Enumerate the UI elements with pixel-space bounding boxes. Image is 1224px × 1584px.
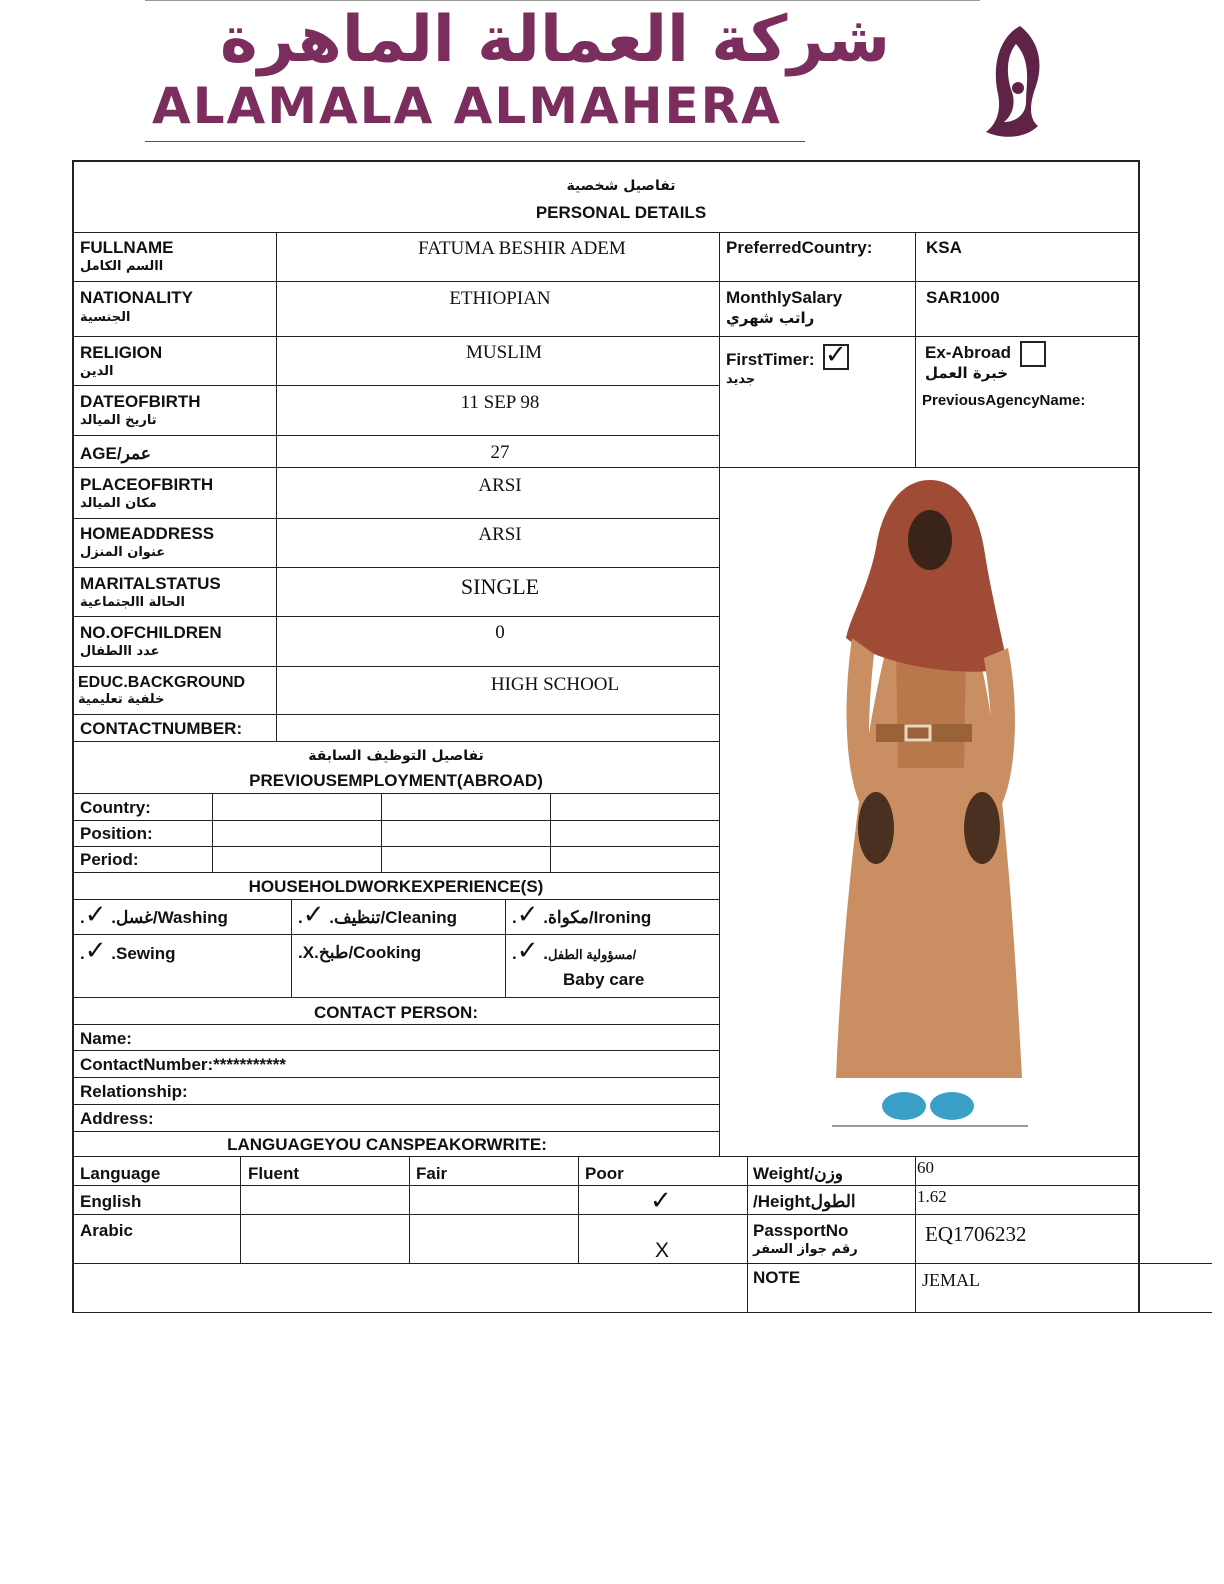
height-value: 1.62 [917,1187,947,1206]
first-timer-label: FirstTimer: [726,350,815,369]
rule [72,1050,720,1051]
contact-person-title: CONTACT PERSON: [313,1003,478,1022]
contact-relationship-label: Relationship: [80,1082,188,1101]
first-timer-label-ar: جديد [726,372,756,387]
check-icon: ✓ [516,900,539,930]
rule [276,232,277,741]
homeaddress-value: ARSI [478,524,522,545]
cleaning-label: تنظيف/Cleaning [333,908,458,927]
maritalstatus-value: SINGLE [460,574,540,599]
lang-header-fair: Fair [416,1164,448,1183]
rule [72,793,720,794]
religion-label: RELIGION [80,343,163,362]
note-value: JEMAL [922,1270,980,1290]
rule [72,616,720,617]
education-label: EDUC.BACKGROUND [78,674,246,691]
preferred-country-label: PreferredCountry: [726,238,873,257]
prev-country-label: Country: [80,798,151,817]
placeofbirth-value: ARSI [478,475,522,496]
rule [72,385,720,386]
lang-header-poor: Poor [585,1164,624,1183]
rule [72,1156,1140,1157]
company-name-arabic: شركة العمالة الماهرة [219,3,891,77]
check-icon: ✓ [84,936,107,966]
homeaddress-label-ar: عنوان المنزل [80,545,166,560]
religion-label-ar: الدين [80,364,114,379]
rule [747,1156,748,1312]
rule [409,1156,410,1263]
rule [381,793,382,872]
weight-label: Weight/وزن [753,1164,843,1183]
note-label: NOTE [753,1268,801,1287]
rule [72,872,720,873]
rule [72,435,720,436]
ex-abroad-label-ar: خبرة العمل [925,364,1009,382]
ex-abroad-label: Ex-Abroad [925,343,1011,362]
dob-label-ar: تاريخ الميالد [80,413,157,428]
rule [915,1156,916,1312]
rule [72,846,720,847]
monthly-salary-value: SAR1000 [926,288,1000,307]
fullname-label: FULLNAME [80,238,174,257]
contact-number-label: ContactNumber:*********** [80,1055,286,1074]
weight-value: 60 [917,1158,934,1177]
rule [72,1185,1140,1186]
age-label: AGE/عمر [80,444,151,463]
rule [72,567,720,568]
placeofbirth-label-ar: مكان الميالد [80,496,157,511]
check-icon: ✓ [650,1186,672,1216]
rule [72,997,720,998]
rule [505,899,506,997]
personal-details-title: PERSONAL DETAILS [535,203,707,222]
fullname-value: FATUMA BESHIR ADEM [418,238,626,259]
logo-rule [145,141,805,142]
fullname-label-ar: االسم الكامل [80,259,164,274]
prev-position-label: Position: [80,824,153,843]
rule [72,467,1140,468]
age-value: 27 [490,442,510,463]
rule [212,793,213,872]
children-label: NO.OFCHILDREN [80,623,222,642]
sewing-label: Sewing [115,944,176,963]
prev-period-label: Period: [80,850,139,869]
rule [72,336,1140,337]
first-timer-checkbox[interactable] [823,340,849,370]
rule [240,1156,241,1263]
rule [72,1263,1212,1264]
prev-employment-title-ar: تفاصيل التوظيف السابقة [308,748,484,764]
children-value: 0 [495,622,505,643]
applicant-photo [832,478,1028,1128]
rule [72,934,720,935]
rule [72,1312,1212,1313]
passport-label-ar: رقم جواز السفر [753,1242,858,1257]
household-title: HOUSEHOLDWORKEXPERIENCE(S) [248,877,544,896]
check-icon: ✓ [516,936,539,966]
rule [72,899,720,900]
company-name-latin: ALAMALA ALMAHERA [152,77,782,135]
cooking-item: .X.طبخ/Cooking [298,943,422,962]
rule [72,232,1140,233]
babycare-label: Baby care [563,970,645,989]
height-label: /Heightالطول [753,1192,856,1211]
previous-agency-label: PreviousAgencyName: [922,392,1086,409]
rule [72,741,720,742]
personal-title-ar: تفاصيل شخصية [566,178,676,194]
rule [72,1024,720,1025]
education-value: HIGH SCHOOL [490,674,620,695]
prev-employment-title: PREVIOUSEMPLOYMENT(ABROAD) [249,771,543,790]
babycare-label-ar: مسؤولية الطفل/ [547,947,637,962]
homeaddress-label: HOMEADDRESS [80,524,215,543]
maritalstatus-label-ar: الحالة االجتماعية [80,595,186,610]
maritalstatus-label: MARITALSTATUS [80,574,221,593]
x-mark-icon: X [655,1239,670,1262]
check-icon: ✓ [302,900,325,930]
preferred-country-value: KSA [926,238,962,257]
x-mark-icon: X [302,943,315,962]
nationality-label: NATIONALITY [80,288,194,307]
rule [72,518,720,519]
check-icon: ✓ [84,900,107,930]
rule [72,820,720,821]
washing-label: غسل/Washing [115,908,228,927]
monthly-salary-label: MonthlySalary [726,288,843,307]
rule [72,1214,1140,1215]
ironing-label: مكواة/Ironing [547,908,652,927]
rule [72,666,720,667]
contactnumber-label: CONTACTNUMBER: [80,719,243,738]
rule [72,281,1140,282]
contact-name-label: Name: [80,1029,132,1048]
religion-value: MUSLIM [465,342,542,363]
rule [72,1077,720,1078]
babycare-item: .✓ .مسؤولية الطفل/ [512,936,637,966]
rule [291,899,292,997]
languages-title: LANGUAGEYOU CANSPEAKORWRITE: [227,1135,547,1154]
dob-value: 11 SEP 98 [460,392,540,413]
education-label-ar: خلفية تعليمية [78,692,165,707]
children-label-ar: عدد االطفال [80,644,160,659]
rule [72,1131,720,1132]
ex-abroad-checkbox[interactable] [1020,341,1046,367]
passport-value: EQ1706232 [925,1222,1027,1246]
contact-address-label: Address: [80,1109,154,1128]
placeofbirth-label: PLACEOFBIRTH [80,475,214,494]
company-logo-icon [982,22,1048,144]
sewing-item: .✓ .Sewing [80,936,176,966]
lang-header-language: Language [80,1164,161,1183]
ironing-item: .✓ .مكواة/Ironing [512,900,652,930]
nationality-value: ETHIOPIAN [449,288,551,309]
washing-item: .✓ .غسل/Washing [80,900,228,930]
cleaning-item: .✓ .تنظيف/Cleaning [298,900,458,930]
dob-label: DATEOFBIRTH [80,392,201,411]
rule [72,714,720,715]
lang-header-fluent: Fluent [248,1164,299,1183]
cooking-label: طبخ/Cooking [318,943,422,962]
lang-english: English [80,1192,142,1211]
monthly-salary-label-ar: راتب شهري [726,309,815,327]
rule [578,1156,579,1263]
nationality-label-ar: الجنسية [80,310,131,325]
passport-label: PassportNo [753,1221,849,1240]
rule [915,232,916,467]
check-icon: ✓ [825,340,847,370]
lang-arabic: Arabic [80,1221,133,1240]
rule [550,793,551,872]
rule [72,1104,720,1105]
